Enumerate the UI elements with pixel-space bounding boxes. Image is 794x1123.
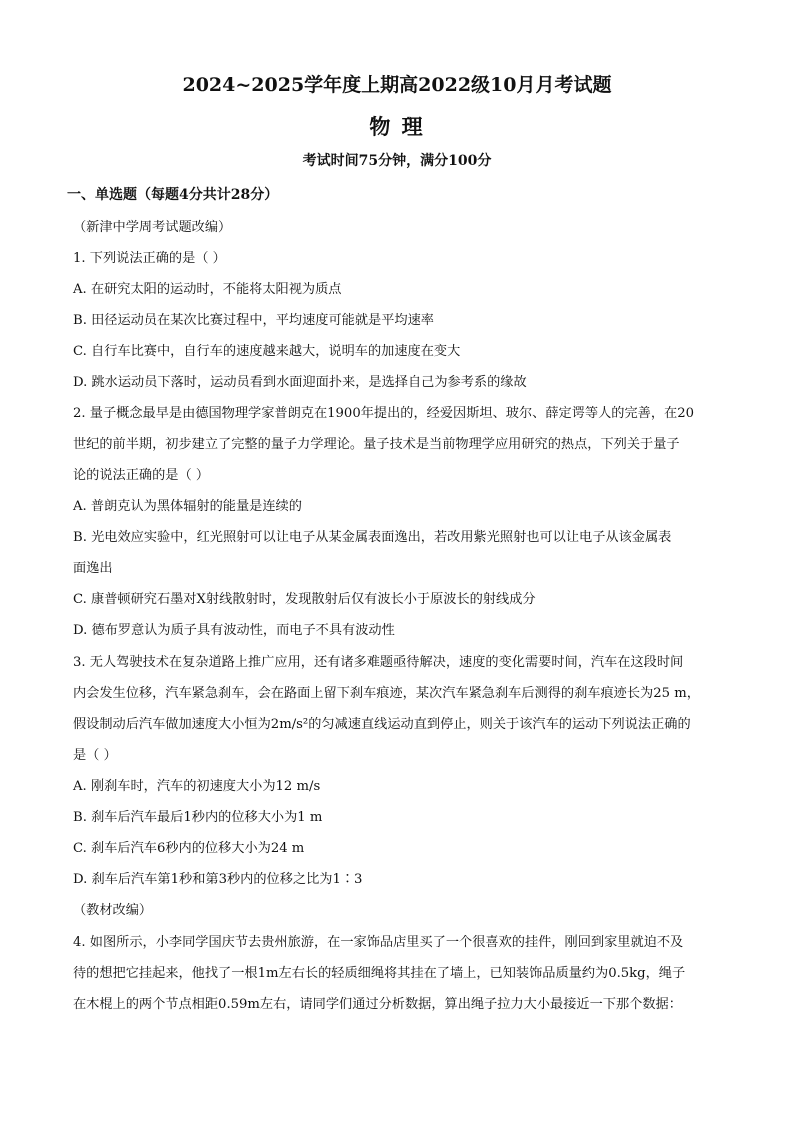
q1-stem: 1. 下列说法正确的是（ ） [73,251,226,266]
q3-option-d: D. 刹车后汽车第1秒和第3秒内的位移之比为1∶3 [73,872,363,887]
subject-title: 物 理 [369,114,425,139]
q2-option-a: A. 普朗克认为黑体辐射的能量是连续的 [73,499,302,514]
q1-option-a: A. 在研究太阳的运动时，不能将太阳视为质点 [73,282,342,297]
q4-stem-line3: 在木棍上的两个节点相距0.59m左右，请同学们通过分析数据，算出绳子拉力大小最接近一下那个数据： [73,997,682,1012]
q2-stem-line3: 论的说法正确的是（ ） [73,468,210,483]
q2-option-b-line2: 面逸出 [73,561,113,576]
q3-stem-line3: 假设制动后汽车做加速度大小恒为2m/s²的匀减速直线运动直到停止，则关于该汽车的运动下列说法正确的 [73,717,691,732]
q2-stem-line1: 2. 量子概念最早是由德国物理学家普朗克在1900年提出的，经爱因斯坦、玻尔、薛定谔等人的完善，在20 [73,406,694,421]
q3-option-b: B. 刹车后汽车最后1秒内的位移大小为1 m [73,810,323,825]
q1-option-d: D. 跳水运动员下落时，运动员看到水面迎面扑来，是选择自己为参考系的缘故 [73,375,527,390]
exam-info: 考试时间75分钟，满分100分 [302,153,492,169]
q3-option-c: C. 刹车后汽车6秒内的位移大小为24 m [73,841,305,856]
q3-option-a: A. 刚刹车时，汽车的初速度大小为12 m/s [73,779,321,794]
q3-stem-line4: 是（ ） [73,748,117,763]
exam-title: 2024~2025学年度上期高2022级10月月考试题 [182,74,612,96]
q1-option-b: B. 田径运动员在某次比赛过程中，平均速度可能就是平均速率 [73,313,434,328]
q1-option-c: C. 自行车比赛中，自行车的速度越来越大，说明车的加速度在变大 [73,344,461,359]
q2-option-d: D. 德布罗意认为质子具有波动性，而电子不具有波动性 [73,623,395,638]
q4-stem-line2: 待的想把它挂起来，他找了一根1m左右长的轻质细绳将其挂在了墙上，已知装饰品质量约为0.5kg，绳子 [73,966,686,981]
q2-stem-line2: 世纪的前半期，初步建立了完整的量子力学理论。量子技术是当前物理学应用研究的热点，下列关于量子 [73,437,680,452]
section-heading: 一、单选题（每题4分共计28分） [67,187,279,203]
source-note: （新津中学周考试题改编） [73,220,232,235]
q4-stem-line1: 4. 如图所示，小李同学国庆节去贵州旅游，在一家饰品店里买了一个很喜欢的挂件，刚回到家里就迫不及 [73,935,684,950]
q3-stem-line1: 3. 无人驾驶技术在复杂道路上推广应用，还有诸多难题亟待解决，速度的变化需要时间，汽车在这段时间 [73,655,684,670]
q2-option-c: C. 康普顿研究石墨对X射线散射时，发现散射后仅有波长小于原波长的射线成分 [73,592,536,607]
q2-option-b-line1: B. 光电效应实验中，红光照射可以让电子从某金属表面逸出，若改用紫光照射也可以让电子从该金属表 [73,530,672,545]
q3-stem-line2: 内会发生位移，汽车紧急刹车，会在路面上留下刹车痕迹，某次汽车紧急刹车后测得的刹车痕迹长为25 m， [73,686,700,701]
textbook-note: （教材改编） [73,903,153,918]
